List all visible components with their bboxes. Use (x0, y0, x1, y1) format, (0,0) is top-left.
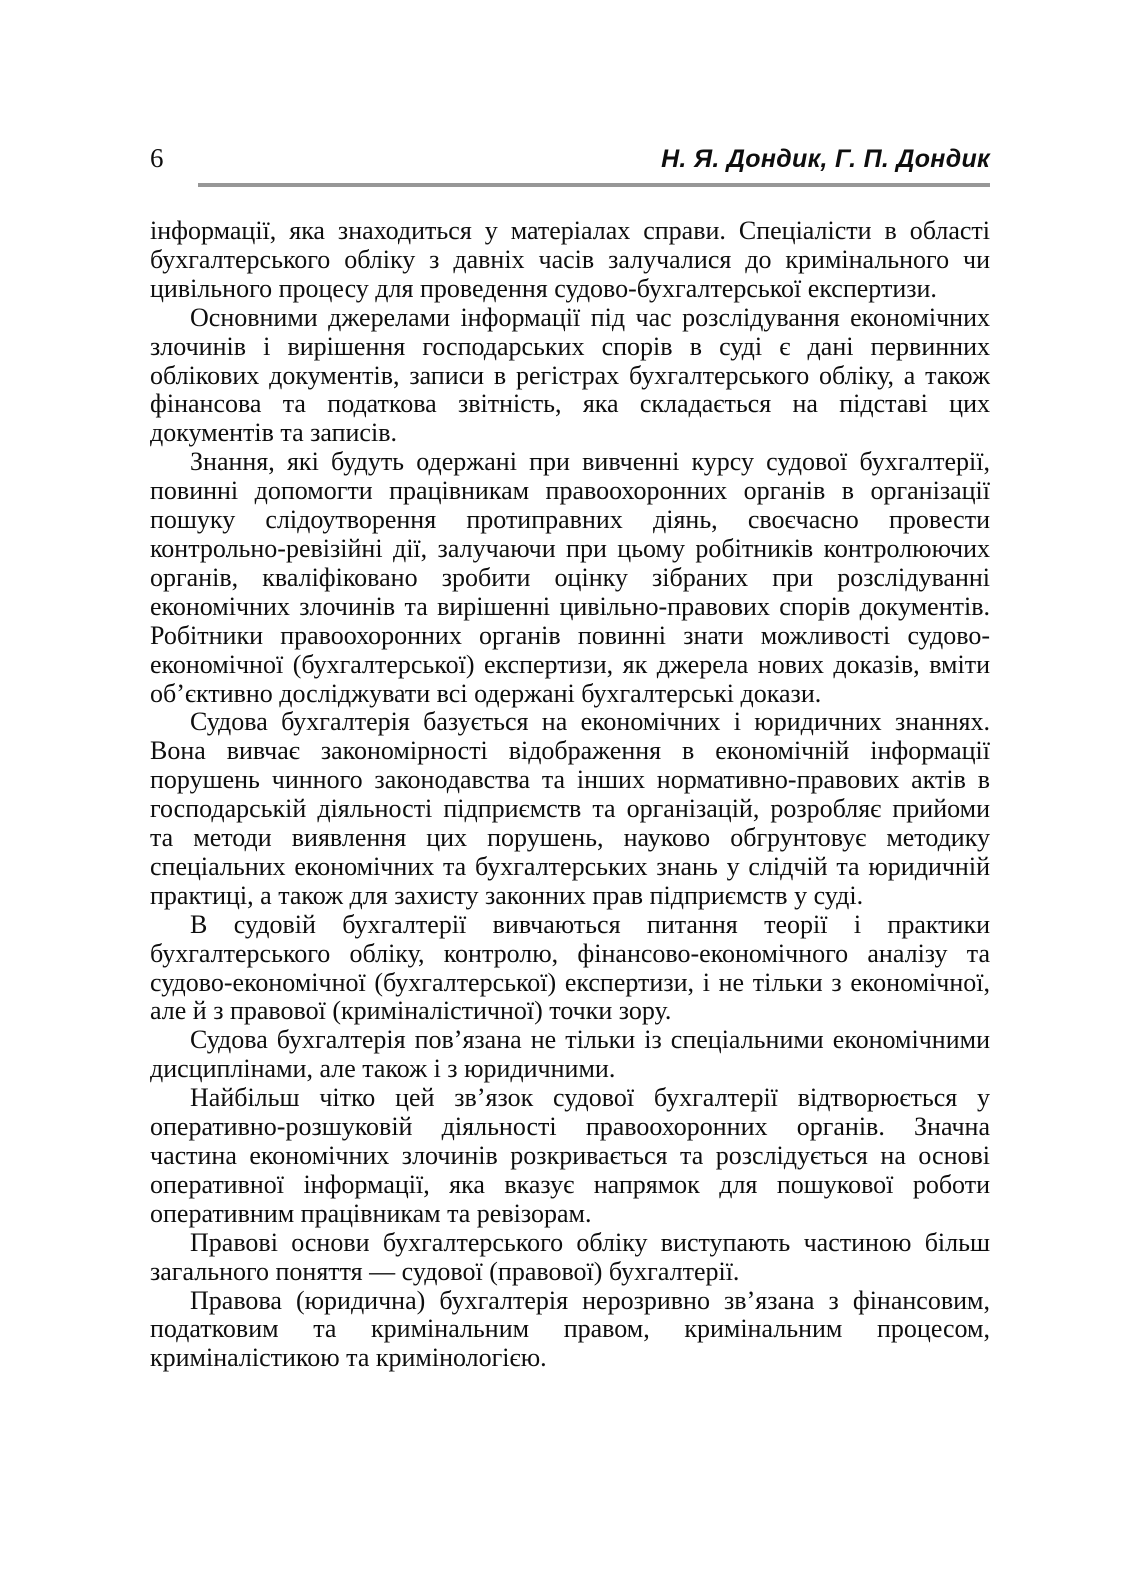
paragraph: Найбільш чітко цей зв’язок судової бухгалтерії відтворюється у оперативно-розшуковій діяльності правоохоронних органів. Значна частина економічних злочинів розкривається та розслідується на основі оперативної інформації, яка вказує напрямок для пошукової роботи оперативним працівникам та ревізорам. (150, 1083, 990, 1228)
header-author: Н. Я. Дондик, Г. П. Дондик (661, 145, 990, 173)
paragraph: Знання, які будуть одержані при вивченні курсу судової бухгалтерії, повинні допомогти працівникам правоохоронних органів в організації пошуку слідоутворення протиправних діянь, своєчасно провести контрольно-ревізійні дії, залучаючи при цьому робітників контролюючих органів, кваліфіковано зробити оцінку зібраних при розслідуванні економічних злочинів та вирішенні цивільно-правових спорів документів. Робітники правоохоронних органів повинні знати можливості судово-економічної (бухгалтерської) експертизи, як джерела нових доказів, вміти об’єктивно досліджувати всі одержані бухгалтерські докази. (150, 447, 990, 708)
paragraph: Основними джерелами інформації під час розслідування економічних злочинів і вирішення господарських спорів в суді є дані первинних облікових документів, записи в регістрах бухгалтерського обліку, а також фінансова та податкова звітність, яка складається на підставі цих документів та записів. (150, 302, 990, 448)
body-text (150, 217, 990, 1373)
paragraph: Правова (юридична) бухгалтерія нерозривно зв’язана з фінансовим, податковим та кримінальним правом, кримінальним процесом, криміналістикою та кримінологією. (150, 1285, 990, 1373)
paragraph: Правові основи бухгалтерського обліку виступають частиною більш загального поняття — судової (правової) бухгалтерії. (150, 1227, 990, 1286)
page-number: 6 (150, 143, 164, 173)
paragraph: В судовій бухгалтерії вивчаються питання теорії і практики бухгалтерського обліку, контролю, фінансово-економічного аналізу та судово-економічної (бухгалтерської) експертизи, і не тільки з економічної, але й з правової (криміналістичної) точки зору. (150, 909, 990, 1026)
header-rule (198, 183, 990, 187)
page-header (150, 143, 990, 174)
paragraph: інформації, яка знаходиться у матеріалах справи. Спеціалісти в області бухгалтерського обліку з давніх часів залучалися до кримінального чи цивільного процесу для проведення судово-бухгалтерської експертизи. (150, 216, 990, 303)
paragraph: Судова бухгалтерія базується на економічних і юридичних знаннях. Вона вивчає закономірності відображення в економічній інформації порушень чинного законодавства та інших нормативно-правових актів в господарській діяльності підприємств та організацій, розробляє прийоми та методи виявлення цих порушень, науково обгрунтовує методику спеціальних економічних та бухгалтерських знань у слідчій та юридичній практиці, а також для захисту законних прав підприємств у суді. (150, 707, 990, 910)
paragraph: Судова бухгалтерія пов’язана не тільки із спеціальними економічними дисциплінами, але також і з юридичними. (150, 1025, 990, 1084)
